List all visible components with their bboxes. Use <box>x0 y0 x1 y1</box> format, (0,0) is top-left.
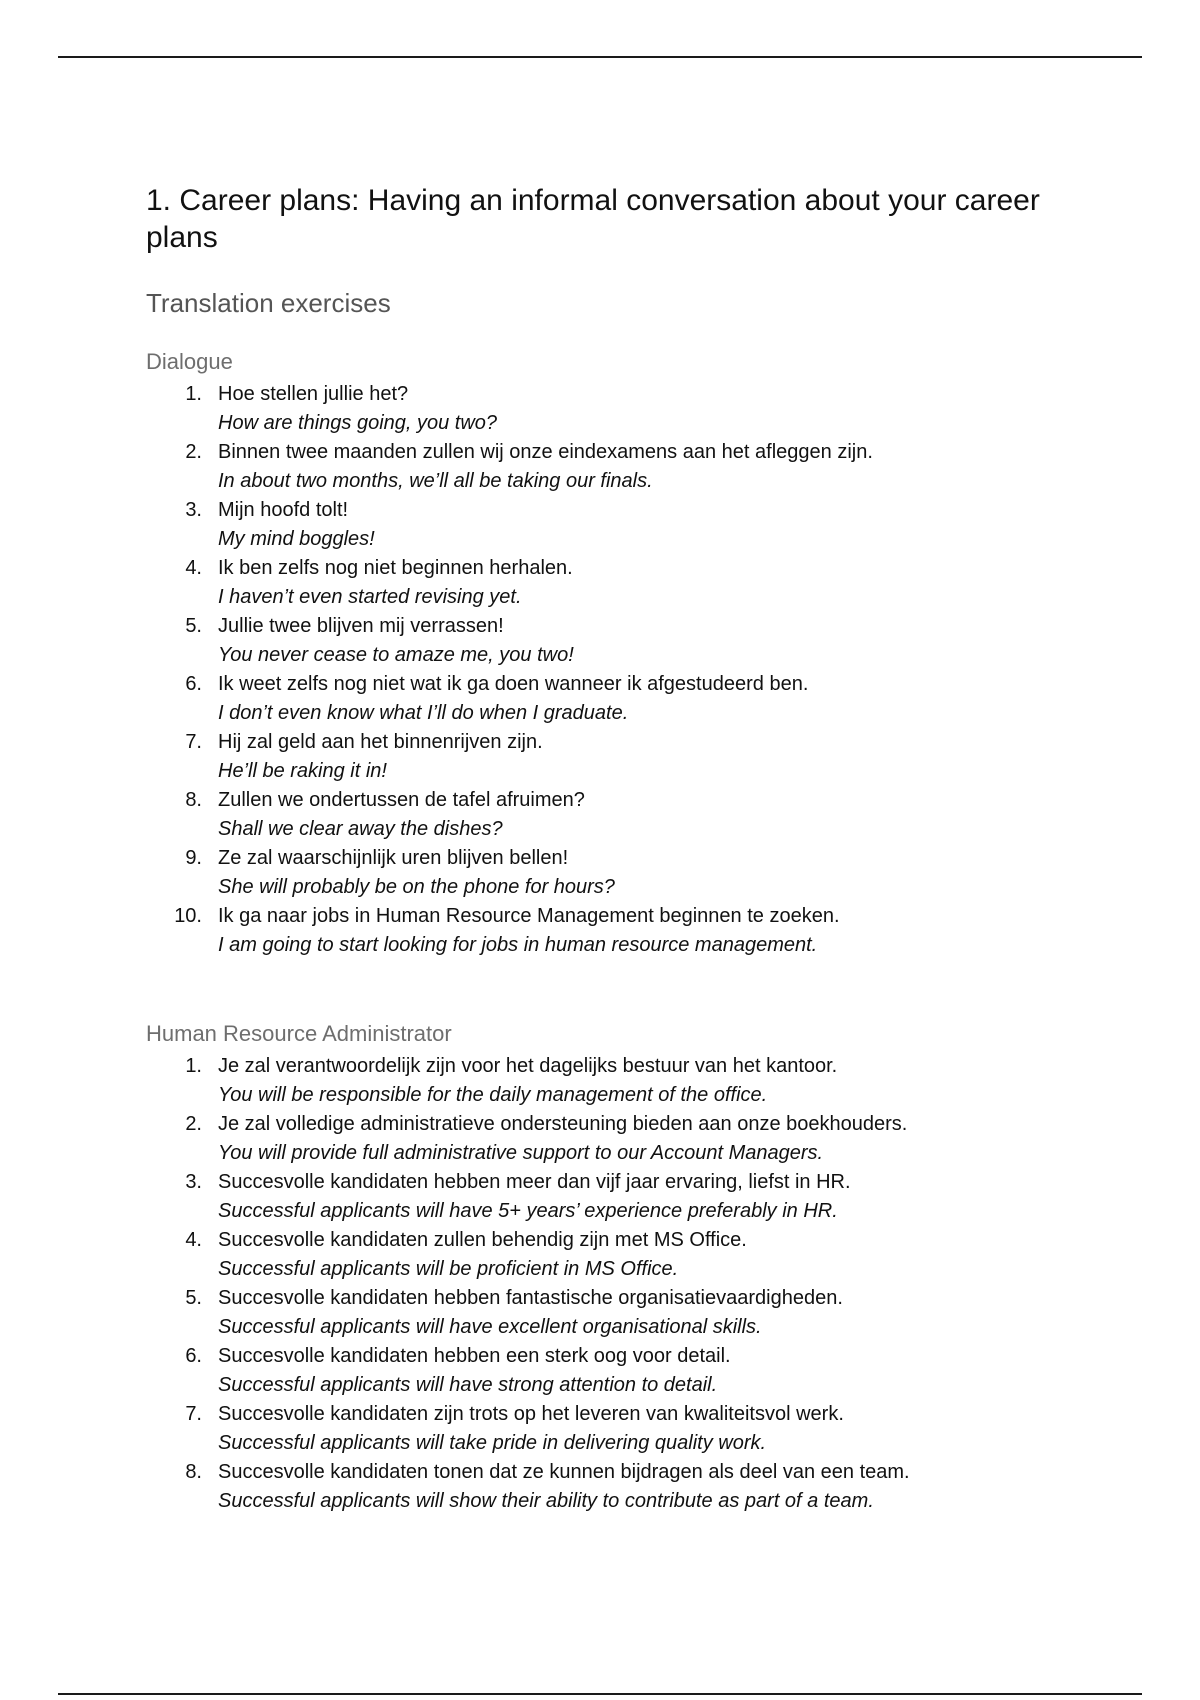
item-number: 9. <box>185 847 202 869</box>
section-heading-hr-administrator: Human Resource Administrator <box>146 1021 452 1046</box>
item-number: 7. <box>185 1403 202 1425</box>
dialogue-list <box>146 380 1046 960</box>
dutch-sentence: Je zal verantwoordelijk zijn voor het dagelijks bestuur van het kantoor. <box>218 1055 838 1077</box>
english-translation: I am going to start looking for jobs in human resource management. <box>218 934 818 956</box>
list-item <box>146 1168 1046 1226</box>
hr-administrator-list <box>146 1052 1046 1516</box>
item-number: 2. <box>185 1113 202 1135</box>
english-translation: Successful applicants will have strong attention to detail. <box>218 1374 718 1396</box>
dutch-sentence: Ik ben zelfs nog niet beginnen herhalen. <box>218 557 573 579</box>
item-number: 1. <box>185 1055 202 1077</box>
item-number: 6. <box>185 1345 202 1367</box>
english-translation: In about two months, we’ll all be taking our finals. <box>218 470 653 492</box>
dutch-sentence: Zullen we ondertussen de tafel afruimen? <box>218 789 585 811</box>
dutch-sentence: Ik weet zelfs nog niet wat ik ga doen wanneer ik afgestudeerd ben. <box>218 673 809 695</box>
page-subtitle: Translation exercises <box>146 288 391 318</box>
item-number: 8. <box>185 789 202 811</box>
dutch-sentence: Ze zal waarschijnlijk uren blijven bellen! <box>218 847 569 869</box>
page-title: 1. Career plans: Having an informal conversation about your career plans <box>146 184 1040 254</box>
english-translation: I don’t even know what I’ll do when I graduate. <box>218 702 629 724</box>
section-heading-dialogue: Dialogue <box>146 349 233 374</box>
document-body <box>146 182 1046 1516</box>
list-item <box>146 844 1046 902</box>
dutch-sentence: Hij zal geld aan het binnenrijven zijn. <box>218 731 543 753</box>
list-item <box>146 786 1046 844</box>
english-translation: I haven’t even started revising yet. <box>218 586 522 608</box>
dutch-sentence: Succesvolle kandidaten hebben een sterk oog voor detail. <box>218 1345 731 1367</box>
item-number: 4. <box>185 1229 202 1251</box>
dutch-sentence: Mijn hoofd tolt! <box>218 499 349 521</box>
top-rule <box>58 56 1142 58</box>
item-number: 2. <box>185 441 202 463</box>
english-translation: Successful applicants will be proficient in MS Office. <box>218 1258 679 1280</box>
list-item <box>146 1052 1046 1110</box>
item-number: 7. <box>185 731 202 753</box>
english-translation: Successful applicants will have 5+ years’ experience preferably in HR. <box>218 1200 838 1222</box>
dutch-sentence: Jullie twee blijven mij verrassen! <box>218 615 504 637</box>
item-number: 8. <box>185 1461 202 1483</box>
english-translation: You never cease to amaze me, you two! <box>218 644 574 666</box>
dutch-sentence: Succesvolle kandidaten tonen dat ze kunnen bijdragen als deel van een team. <box>218 1461 910 1483</box>
item-number: 4. <box>185 557 202 579</box>
list-item <box>146 670 1046 728</box>
english-translation: You will provide full administrative support to our Account Managers. <box>218 1142 824 1164</box>
item-number: 1. <box>185 383 202 405</box>
dutch-sentence: Hoe stellen jullie het? <box>218 383 409 405</box>
item-number: 5. <box>185 1287 202 1309</box>
english-translation: Successful applicants will take pride in delivering quality work. <box>218 1432 767 1454</box>
dutch-sentence: Succesvolle kandidaten zullen behendig zijn met MS Office. <box>218 1229 747 1251</box>
item-number: 5. <box>185 615 202 637</box>
list-item <box>146 380 1046 438</box>
english-translation: He’ll be raking it in! <box>218 760 387 782</box>
bottom-rule <box>58 1693 1142 1695</box>
list-item <box>146 1400 1046 1458</box>
list-item <box>146 554 1046 612</box>
list-item <box>146 1458 1046 1516</box>
english-translation: My mind boggles! <box>218 528 375 550</box>
dutch-sentence: Succesvolle kandidaten zijn trots op het leveren van kwaliteitsvol werk. <box>218 1403 844 1425</box>
list-item <box>146 496 1046 554</box>
item-number: 6. <box>185 673 202 695</box>
list-item <box>146 1284 1046 1342</box>
list-item <box>146 1110 1046 1168</box>
dutch-sentence: Succesvolle kandidaten hebben meer dan vijf jaar ervaring, liefst in HR. <box>218 1171 851 1193</box>
list-item <box>146 728 1046 786</box>
english-translation: She will probably be on the phone for hours? <box>218 876 615 898</box>
english-translation: Shall we clear away the dishes? <box>218 818 503 840</box>
dutch-sentence: Je zal volledige administratieve ondersteuning bieden aan onze boekhouders. <box>218 1113 908 1135</box>
list-item <box>146 612 1046 670</box>
item-number: 3. <box>185 499 202 521</box>
english-translation: How are things going, you two? <box>218 412 498 434</box>
item-number: 3. <box>185 1171 202 1193</box>
list-item <box>146 902 1046 960</box>
list-item <box>146 1342 1046 1400</box>
dutch-sentence: Ik ga naar jobs in Human Resource Management beginnen te zoeken. <box>218 905 840 927</box>
english-translation: Successful applicants will have excellent organisational skills. <box>218 1316 762 1338</box>
dutch-sentence: Succesvolle kandidaten hebben fantastische organisatievaardigheden. <box>218 1287 843 1309</box>
item-number: 10. <box>174 905 202 927</box>
dutch-sentence: Binnen twee maanden zullen wij onze eindexamens aan het afleggen zijn. <box>218 441 873 463</box>
english-translation: You will be responsible for the daily management of the office. <box>218 1084 768 1106</box>
list-item <box>146 438 1046 496</box>
english-translation: Successful applicants will show their ability to contribute as part of a team. <box>218 1490 874 1512</box>
list-item <box>146 1226 1046 1284</box>
